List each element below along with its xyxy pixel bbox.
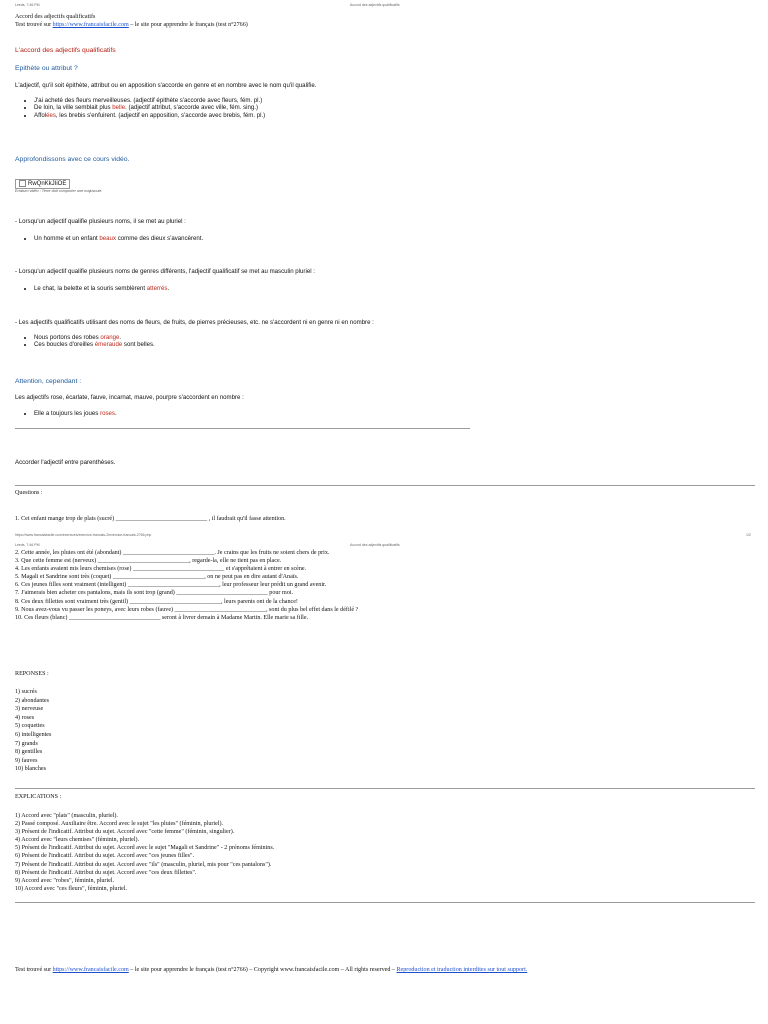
answer-item: 8) gentilles <box>15 749 43 756</box>
exercise-instruction: Accorder l'adjectif entre parenthèses. <box>15 459 116 466</box>
question-1: 1. Cet enfant mange trop de plats (sucré) ______________________________ , il faudrait qu'il fasse attention. <box>15 516 286 522</box>
footer-link[interactable]: https://www.francaisfacile.com <box>52 967 129 973</box>
print-header-title: Accord des adjectifs qualificatifs <box>350 543 400 547</box>
example-item: • Un homme et un enfant beaux comme des dieux s'avancèrent. <box>34 235 203 242</box>
answer-item: 2) abondantes <box>15 697 50 704</box>
video-caption: Erratum vidéo : Terre doit comporter une majuscule. <box>15 189 103 193</box>
question-item: 2. Cette année, les pluies ont été (abondant) ______________________________. Je crains que les fruits ne soient chers de prix. <box>15 550 330 556</box>
source-prefix: Test trouvé sur <box>15 22 53 28</box>
print-footer-url: https://www.francaisfacile.com/exercices/exercice-francais-2/exercice-francais-2766.php <box>15 533 152 537</box>
question-item: 7. J'aimerais bien acheter ces pantalons, mais ils sont trop (grand) ______________________________ pour moi. <box>15 590 293 597</box>
lesson-subheading: Epithète ou attribut ? <box>15 65 78 72</box>
broken-image-icon <box>19 180 26 187</box>
explanation-item: 6) Présent de l'indicatif. Attribut du sujet. Accord avec "ces jeunes filles". <box>15 853 195 860</box>
answers-divider <box>15 788 755 789</box>
example-item: • J'ai acheté des fleurs merveilleuses. (adjectif épithète s'accorde avec fleurs, fém. pl.) <box>34 97 534 104</box>
source-link[interactable]: https://www.francaisfacile.com <box>52 22 129 28</box>
example-item: • Affolées, les brebis s'enfuirent. (adjectif en apposition, s'accorde avec brebis, fém. pl.) <box>34 112 534 119</box>
question-item: 8. Ces deux fillettes sont vraiment très (gentil) ______________________________, leurs parents ont de la chance! <box>15 598 298 605</box>
answer-item: 4) roses <box>15 714 35 721</box>
footer-prefix: Test trouvé sur <box>15 967 53 973</box>
explanations-label: EXPLICATIONS : <box>15 794 62 800</box>
video-placeholder[interactable]: RwQnKkJIiOE <box>15 179 70 189</box>
question-item: 10. Ces fleurs (blanc) ______________________________ seront à livrer demain à Madame Martin. Elle marie sa fille. <box>15 614 309 621</box>
print-header-title: Accord des adjectifs qualificatifs <box>350 3 400 7</box>
explanation-item: 1) Accord avec "plats" (masculin, pluriel). <box>15 813 118 819</box>
rule-2-examples <box>15 285 169 292</box>
source-suffix: – le site pour apprendre le français (test n°2766) <box>128 22 248 28</box>
explanation-item: 10) Accord avec "ces fleurs", féminin, pluriel. <box>15 885 128 892</box>
example-item: • Elle a toujours les joues roses. <box>34 410 117 417</box>
questions-label: Questions : <box>15 490 43 496</box>
answer-list <box>15 688 51 774</box>
question-item: 6. Ces jeunes filles sont vraiment (intelligent) ______________________________, leur professeur leur prédit un grand avenir. <box>15 582 327 589</box>
lesson-divider <box>15 428 470 429</box>
example-item: • Nous portons des robes orange. <box>34 334 155 341</box>
explanation-list <box>15 812 274 893</box>
rule-1: - Lorsqu'un adjectif qualifie plusieurs noms, il se met au pluriel : <box>15 218 186 225</box>
explanation-item: 5) Présent de l'indicatif. Attribut du sujet. Accord avec le sujet "Magali et Sandrine" - 2 prénoms féminins. <box>15 845 275 852</box>
video-heading: Approfondissons avec ce cours vidéo. <box>15 156 130 163</box>
answer-item: 3) nerveuse <box>15 706 44 713</box>
answer-item: 10) blanches <box>15 766 46 773</box>
explanation-item: 4) Accord avec "leurs chemises" (féminin, pluriel). <box>15 837 140 844</box>
document-title: Accord des adjectifs qualificatifs <box>15 14 96 20</box>
question-item: 3. Que cette femme est (nerveux) ______________________________, regarde-la, elle ne tient pas en place. <box>15 558 282 565</box>
rule-3-examples <box>15 334 155 349</box>
attention-text: Les adjectifs rose, écarlate, fauve, incarnat, mauve, pourpre s'accordent en nombre : <box>15 394 244 401</box>
example-item: • Le chat, la belette et la souris semblèrent atterrés. <box>34 285 169 292</box>
explanations-divider <box>15 902 755 903</box>
attention-examples <box>15 410 117 417</box>
explanation-item: 8) Présent de l'indicatif. Attribut du sujet. Accord avec "ces deux fillettes". <box>15 869 197 876</box>
example-list <box>15 97 534 119</box>
source-line <box>15 22 248 29</box>
print-header-date: Leeds, 7:46 PM <box>15 3 40 7</box>
rule-3: - Les adjectifs qualificatifs utilisant des noms de fleurs, de fruits, de pierres précieuses, etc. ne s'accordent ni en genre ni en nombre : <box>15 319 374 326</box>
rule-1-examples <box>15 235 203 242</box>
print-header-date: Leeds, 7:46 PM <box>15 543 40 547</box>
explanation-item: 7) Présent de l'indicatif. Attribut du sujet. Accord avec "ils" (masculin, pluriel, mis pour "ces pantalons"). <box>15 861 272 868</box>
answer-item: 5) coquettes <box>15 723 45 730</box>
answer-item: 1) sucrés <box>15 689 37 695</box>
explanation-item: 3) Présent de l'indicatif. Attribut du sujet. Accord avec "cette femme" (féminin, singulier). <box>15 829 235 836</box>
lesson-intro: L'adjectif, qu'il soit épithète, attribut ou en apposition s'accorde en genre et en nombre avec le nom qu'il qualifie. <box>15 82 317 89</box>
footer-credit <box>15 967 527 974</box>
rule-2: - Lorsqu'un adjectif qualifie plusieurs noms de genres différents, l'adjectif qualificatif se met au masculin pluriel : <box>15 268 315 275</box>
explanation-item: 9) Accord avec "robes", féminin, pluriel. <box>15 877 115 884</box>
attention-heading: Attention, cependant : <box>15 378 82 385</box>
question-list <box>15 549 358 622</box>
answer-item: 6) intelligentes <box>15 731 52 738</box>
question-item: 5. Magali et Sandrine sont très (coquet) ______________________________, on ne peut pas en dire autant d'Anaïs. <box>15 574 299 581</box>
print-footer-page: 1/2 <box>746 533 751 537</box>
exercise-divider <box>15 485 755 486</box>
video-embed[interactable] <box>15 172 70 190</box>
example-item: • Ces boucles d'oreilles émeraude sont belles. <box>34 341 155 348</box>
lesson-heading: L'accord des adjectifs qualificatifs <box>15 47 116 54</box>
footer-notice-link[interactable]: Reproduction et traduction interdites sur tout support. <box>396 967 528 973</box>
question-item: 4. Les enfants avaient mis leurs chemises (rose) ______________________________ et s'apprêtaient à entrer en scène. <box>15 566 307 573</box>
explanation-item: 2) Passé composé. Auxiliaire être. Accord avec le sujet "les pluies" (féminin, pluriel). <box>15 821 224 828</box>
question-item: 9. Nous avez-vous vu passer les poneys, avec leurs robes (fauve) ______________________________, sont du plus bel effet dans le défilé ? <box>15 606 359 613</box>
example-item: • De loin, la ville semblait plus belle. (adjectif attribut, s'accorde avec ville, fém. sing.) <box>34 104 534 111</box>
answer-item: 7) grands <box>15 740 38 747</box>
answer-item: 9) fauves <box>15 757 38 764</box>
footer-middle: – le site pour apprendre le français (test n°2766) – Copyright www.francaisfacile.com – All rights reserved – <box>128 967 397 973</box>
answers-label: REPONSES : <box>15 671 49 677</box>
